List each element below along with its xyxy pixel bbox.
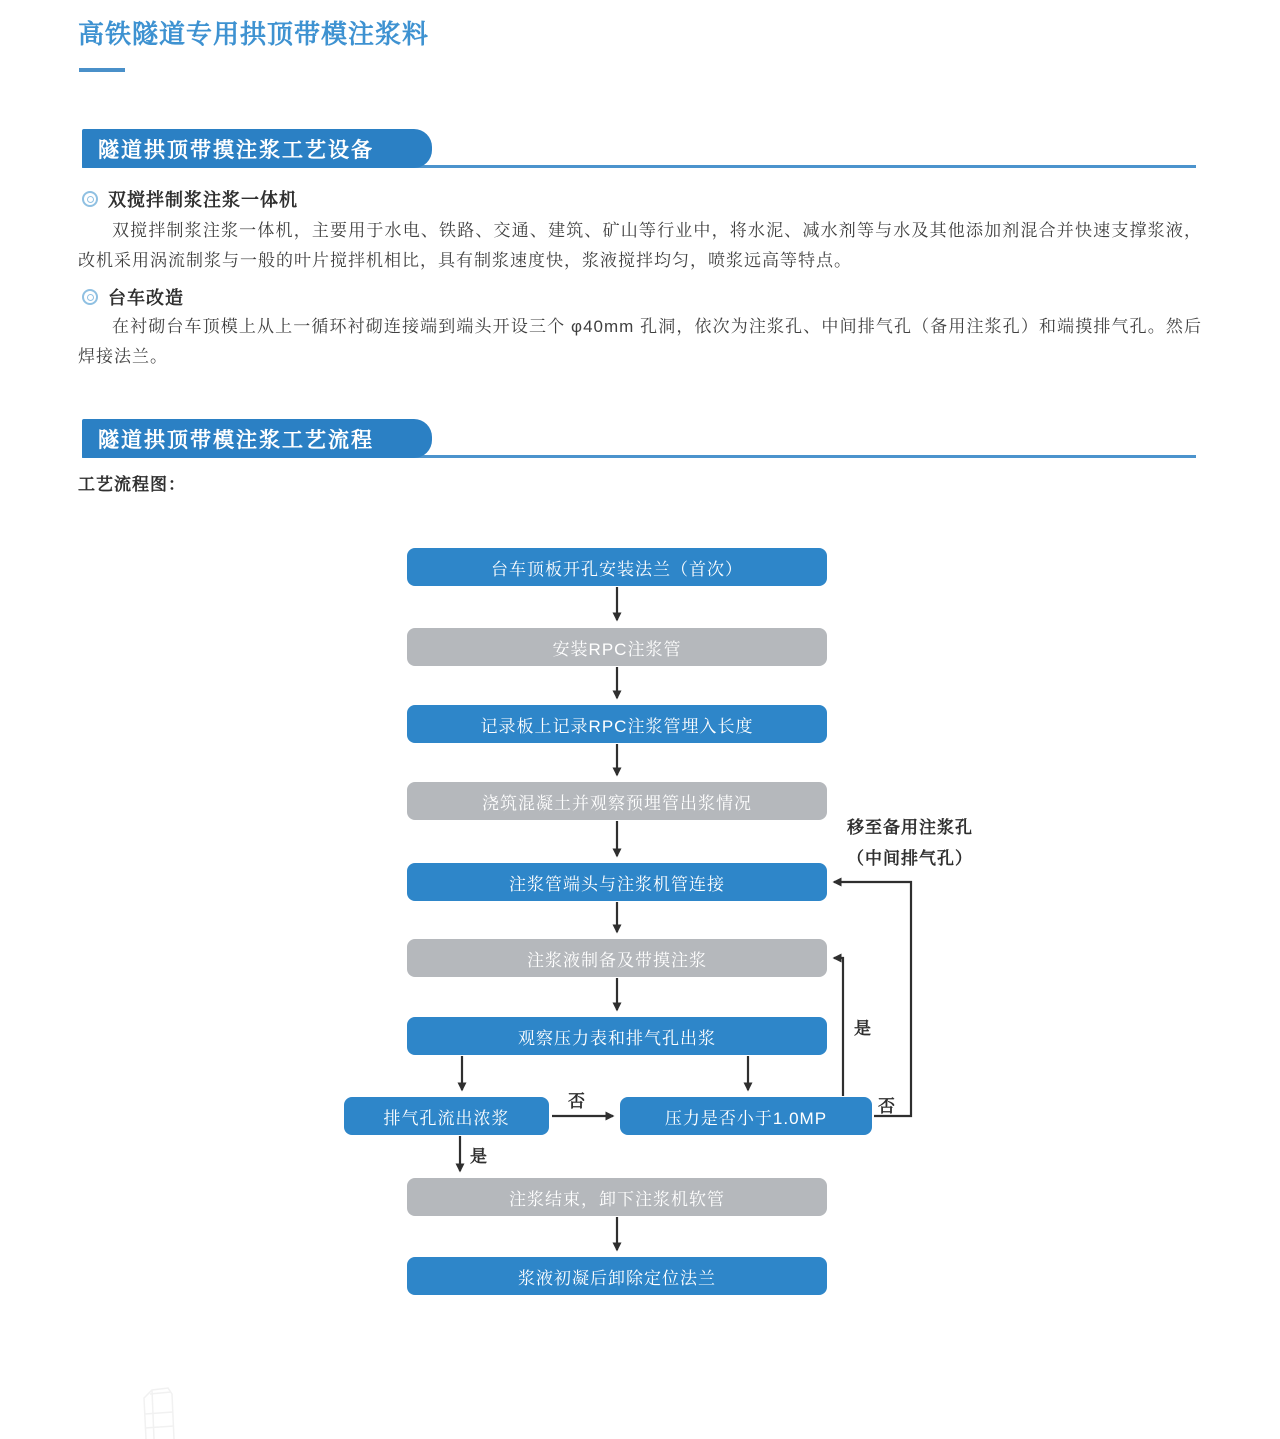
title-underline: [79, 68, 125, 72]
equipment-item-2-heading-row: [82, 284, 184, 310]
section2-header: 隧道拱顶带模注浆工艺流程: [82, 419, 432, 458]
equipment-item-1-heading-row: [82, 186, 298, 212]
label-no-feedback: 否: [878, 1097, 896, 1116]
flow-node-install-rpc-pipe: 安装RPC注浆管: [407, 628, 827, 666]
label-no-between: 否: [568, 1092, 586, 1111]
flow-node-connect-grouting-machine: 注浆管端头与注浆机管连接: [407, 863, 827, 901]
label-yes-feedback: 是: [854, 1019, 872, 1038]
flow-node-grouting-finished: 注浆结束，卸下注浆机软管: [407, 1178, 827, 1216]
flow-node-remove-flange: 浆液初凝后卸除定位法兰: [407, 1257, 827, 1295]
flow-node-prepare-grout: 注浆液制备及带摸注浆: [407, 939, 827, 977]
flowchart-subtitle: 工艺流程图：: [78, 475, 186, 494]
equipment-item-1-body: 双搅拌制浆注浆一体机，主要用于水电、铁路、交通、建筑、矿山等行业中，将水泥、减水剂等与水及其他添加剂混合并快速支撑浆液，改机采用涡流制浆与一般的叶片搅拌机相比，具有制浆速度快，浆液搅拌均匀，喷浆远高等特点。: [78, 221, 1202, 270]
equipment-item-1-heading: 双搅拌制浆注浆一体机: [108, 190, 298, 210]
feedback-annotation: [818, 812, 1002, 874]
flow-node-observe-pressure-gauge: 观察压力表和排气孔出浆: [407, 1017, 827, 1055]
watermark-building: [128, 1384, 198, 1439]
equipment-item-2-body: 在衬砌台车顶模上从上一循环衬砌连接端到端头开设三个 φ40mm 孔洞，依次为注浆孔、中间排气孔（备用注浆孔）和端摸排气孔。然后焊接法兰。: [78, 317, 1202, 366]
flow-node-pour-concrete-observe: 浇筑混凝土并观察预埋管出浆情况: [407, 782, 827, 820]
page-title: 高铁隧道专用拱顶带模注浆料: [78, 19, 430, 49]
flow-node-pressure-check: 压力是否小于1.0MP: [620, 1097, 872, 1135]
feedback-annotation-line2: （中间排气孔）: [847, 849, 973, 868]
ring-bullet-icon: [82, 289, 98, 305]
flow-node-vent-hole-thick-grout: 排气孔流出浓浆: [344, 1097, 549, 1135]
ring-bullet-icon: [82, 191, 98, 207]
flow-node-record-pipe-length: 记录板上记录RPC注浆管埋入长度: [407, 705, 827, 743]
feedback-annotation-line1: 移至备用注浆孔: [847, 818, 973, 837]
flow-node-open-holes-install-flange: 台车顶板开孔安装法兰（首次）: [407, 548, 827, 586]
equipment-item-2-heading: 台车改造: [108, 288, 184, 308]
label-yes-down: 是: [470, 1147, 488, 1166]
section1-header: 隧道拱顶带摸注浆工艺设备: [82, 129, 432, 168]
